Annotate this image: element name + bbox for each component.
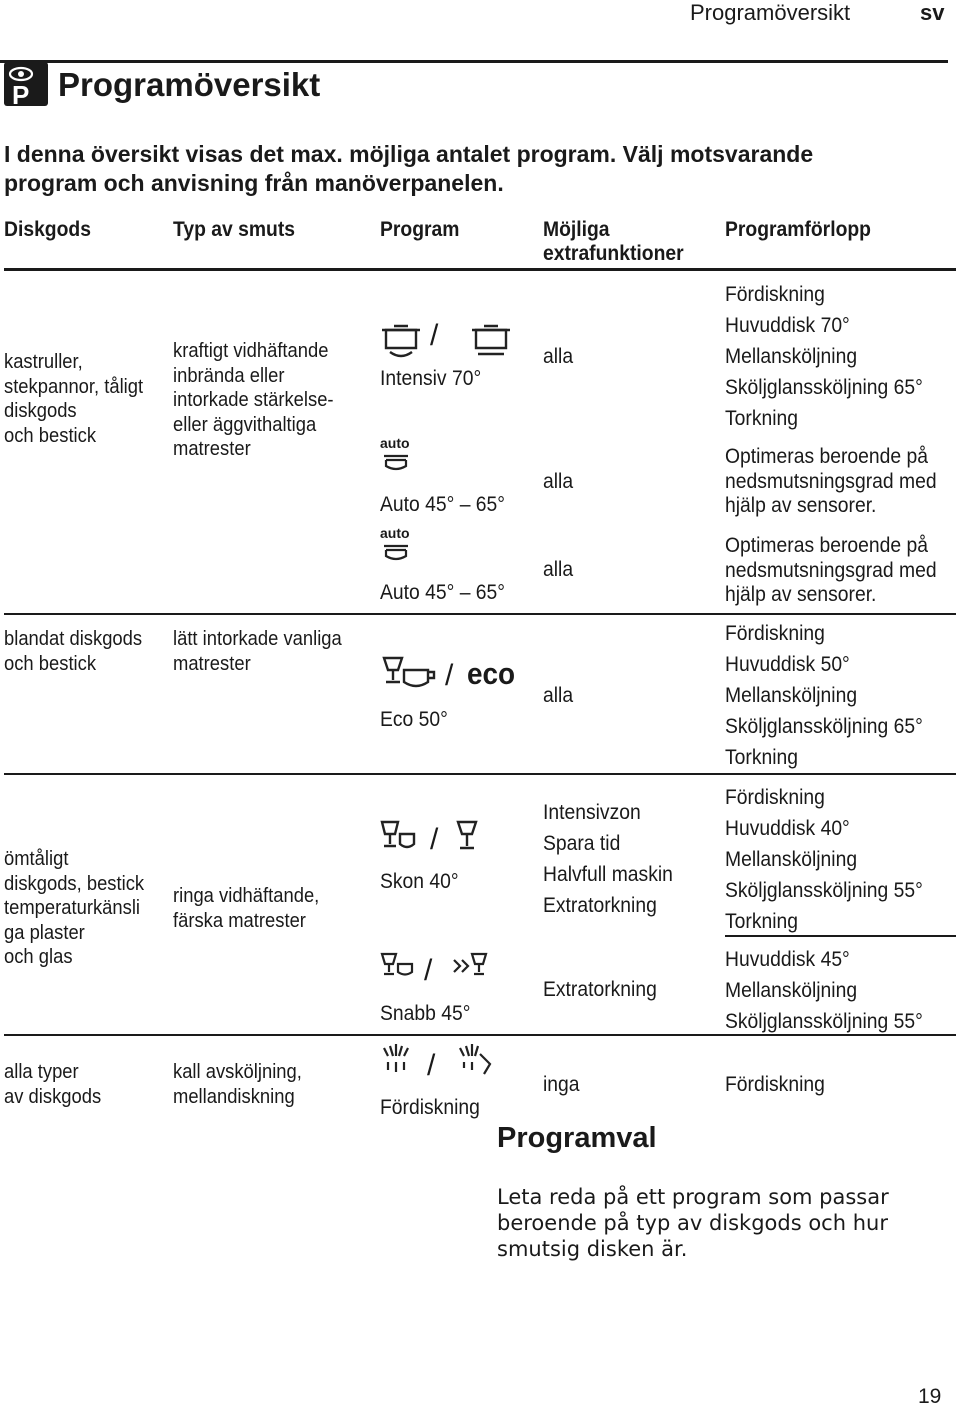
th-diskgods: Diskgods [4, 218, 91, 241]
running-header-title: Programöversikt [690, 0, 851, 25]
row-divider [4, 1034, 956, 1036]
intensive-pot-icon [380, 312, 510, 360]
header-divider [4, 268, 956, 271]
r4-smuts: kall avsköljning, mellandiskning [173, 1061, 302, 1108]
r1-prog2-name: Auto 45° – 65° [380, 493, 506, 516]
section-text: Leta reda på ett program som passar beroende på typ av diskgods och hur smutsig disken är. [497, 1185, 889, 1261]
r3-prog2-name: Snabb 45° [380, 1002, 471, 1025]
svg-text:P: P [12, 80, 30, 106]
row-divider [4, 773, 956, 775]
header-rule [0, 60, 948, 63]
auto-icon: auto [380, 436, 420, 481]
auto-icon: auto [380, 526, 420, 571]
r1-sep: / [430, 319, 439, 352]
r3-sep1: / [430, 823, 439, 856]
r1-prog2-steps: Optimeras beroende på nedsmutsningsgrad med hjälp av sensorer. [725, 445, 937, 517]
r1-prog2-extras: alla [543, 470, 574, 493]
r1-prog3-extras: alla [543, 558, 574, 581]
step-divider [725, 935, 956, 937]
intro-text: I denna översikt visas det max. möjliga antalet program. Välj motsvarande program och anvisning från manöverpanelen. [4, 141, 814, 196]
r2-smuts: lätt intorkade vanliga matrester [173, 628, 342, 675]
r2-prog-name: Eco 50° [380, 708, 448, 731]
page-number: 19 [918, 1385, 942, 1408]
r1-smuts: kraftigt vidhäftande inbrända eller intorkade stärkelse- eller äggvithaltiga matrester [173, 340, 334, 460]
r2-diskgods: blandat diskgods och bestick [4, 628, 143, 675]
r3-prog2-extras: Extratorkning [543, 978, 657, 1001]
prerinse-shower-icon [380, 1040, 500, 1084]
r3-sep2: / [424, 954, 433, 987]
eco-glass-cup-icon [380, 654, 436, 694]
r3-prog1-steps: Fördiskning Huvuddisk 40° Mellansköljning Sköljglanssköljning 55° Torkning [725, 786, 923, 933]
r2-prog-steps: Fördiskning Huvuddisk 50° Mellansköljning Sköljglanssköljning 65° Torkning [725, 622, 923, 769]
r3-diskgods: ömtåligt diskgods, bestick temperaturkänsli ga plaster och glas [4, 848, 145, 968]
r3-prog1-extras: Intensivzon Spara tid Halvfull maskin Extratorkning [543, 801, 673, 917]
page-title: Programöversikt [58, 66, 321, 103]
r4-prog-extras: inga [543, 1073, 580, 1096]
r2-sep: / [445, 659, 454, 692]
r1-prog3-steps: Optimeras beroende på nedsmutsningsgrad med hjälp av sensorer. [725, 534, 937, 606]
section-title: Programval [497, 1122, 657, 1154]
running-header-lang: sv [920, 0, 945, 25]
th-program: Program [380, 218, 460, 241]
r4-sep: / [427, 1049, 436, 1082]
r2-prog-extras: alla [543, 684, 574, 707]
r3-prog1-name: Skon 40° [380, 870, 459, 893]
row-divider [4, 613, 956, 615]
th-extra: Möjliga extrafunktioner [543, 218, 684, 265]
r3-prog2-steps: Huvuddisk 45° Mellansköljning Sköljglanssköljning 55° [725, 948, 923, 1033]
r1-prog3-name: Auto 45° – 65° [380, 581, 506, 604]
r1-prog1-extras: alla [543, 345, 574, 368]
r3-smuts: ringa vidhäftande, färska matrester [173, 885, 320, 932]
r1-diskgods: kastruller, stekpannor, tåligt diskgods och bestick [4, 351, 144, 447]
r4-prog-steps: Fördiskning [725, 1073, 825, 1096]
r4-prog-name: Fördiskning [380, 1096, 480, 1119]
eco-icon: eco [467, 656, 516, 691]
th-smuts: Typ av smuts [173, 218, 296, 241]
p-eye-icon [4, 62, 48, 106]
quick-icon [380, 950, 500, 990]
r1-prog1-name: Intensiv 70° [380, 367, 482, 390]
th-forlopp: Programförlopp [725, 218, 871, 241]
r1-prog1-steps: Fördiskning Huvuddisk 70° Mellansköljning Sköljglanssköljning 65° Torkning [725, 283, 923, 430]
r4-diskgods: alla typer av diskgods [4, 1061, 102, 1108]
